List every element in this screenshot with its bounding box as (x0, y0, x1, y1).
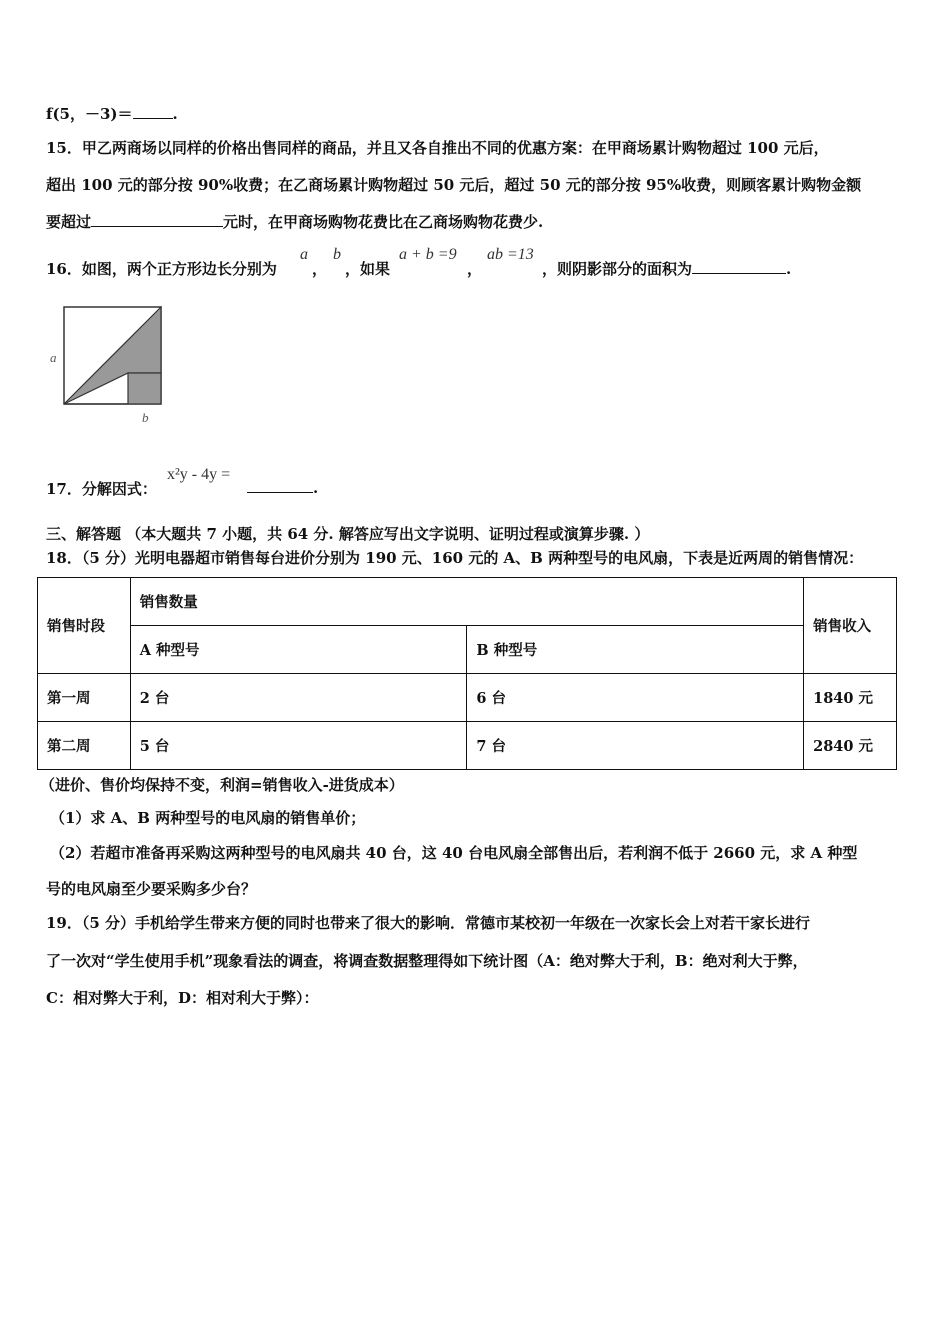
section-3-header: 三、解答题 （本大题共 7 小题，共 64 分. 解答应写出文字说明、证明过程或演算步骤. ） (46, 525, 650, 543)
row2-a: 5 台 (130, 722, 467, 770)
sales-table (37, 577, 897, 770)
q15-line1: 15．甲乙两商场以同样的价格出售同样的商品，并且又各自推出不同的优惠方案：在甲商场累计购物超过 100 元后， (46, 139, 829, 157)
q17-period: . (313, 479, 319, 497)
q15-line2: 超出 100 元的部分按 90%收费；在乙商场累计购物超过 50 元后，超过 50 元的部分按 95%收费，则顾客累计购物金额 (46, 176, 862, 194)
q17-expression: x²y - 4y = (167, 466, 231, 483)
q19-line1: 19．（5 分）手机给学生带来方便的同时也带来了很大的影响．常德市某校初一年级在一次家长会上对若干家长进行 (46, 914, 811, 932)
row2-period: 第二周 (38, 722, 131, 770)
q16-var-a: a (300, 246, 308, 263)
q18-note: （进价、售价均保持不变，利润=销售收入-进货成本） (40, 776, 404, 794)
q16-cond1: a + b =9 (399, 246, 457, 263)
q15-answer-blank (91, 212, 223, 227)
q16-prefix: 16．如图，两个正方形边长分别为 (46, 260, 277, 278)
q16-squares-figure (48, 300, 178, 430)
row2-income: 2840 元 (804, 722, 897, 770)
fig-label-b: b (142, 410, 149, 425)
q15-line3 (46, 211, 543, 232)
table-row (38, 722, 897, 770)
q17-answer-blank (247, 478, 313, 493)
q16-period: . (786, 260, 792, 278)
q19-line3: C：相对弊大于利，D：相对利大于弊）： (46, 989, 319, 1007)
q14-expr: f(5，－3)＝ (46, 105, 133, 123)
fig-label-a: a (50, 350, 57, 365)
row1-a: 2 台 (130, 674, 467, 722)
q18-intro: 18．（5 分）光明电器超市销售每台进价分别为 190 元、160 元的 A、B 两种型号的电风扇，下表是近两周的销售情况： (46, 549, 864, 567)
header-income: 销售收入 (804, 578, 897, 674)
header-type-a: A 种型号 (130, 626, 467, 674)
q16-suffix (542, 258, 791, 279)
q16-sep2: ， (467, 260, 483, 278)
q16-cond2: ab =13 (487, 246, 534, 263)
q15-line3-prefix: 要超过 (46, 213, 92, 231)
q16-sep1: ， (312, 260, 328, 278)
table-row (38, 674, 897, 722)
small-square (128, 373, 161, 404)
row2-b: 7 台 (467, 722, 804, 770)
q14-answer-blank (133, 104, 173, 119)
q16-answer-blank (692, 259, 786, 274)
q14-period: . (172, 105, 178, 123)
q18-part1: （1）求 A、B 两种型号的电风扇的销售单价； (50, 809, 366, 827)
q16-mid: ，如果 (345, 260, 391, 278)
q18-part2-line1: （2）若超市准备再采购这两种型号的电风扇共 40 台，这 40 台电风扇全部售出后，若利润不低于 2660 元，求 A 种型 (50, 844, 858, 862)
header-type-b: B 种型号 (467, 626, 804, 674)
q16-var-b: b (333, 246, 341, 263)
header-quantity: 销售数量 (130, 578, 803, 626)
header-period: 销售时段 (38, 578, 131, 674)
q19-line2: 了一次对“学生使用手机”现象看法的调查，将调查数据整理得如下统计图（A：绝对弊大于利，B：绝对利大于弊， (46, 952, 808, 970)
row1-period: 第一周 (38, 674, 131, 722)
q18-part2-line2: 号的电风扇至少要采购多少台？ (46, 880, 257, 898)
row1-b: 6 台 (467, 674, 804, 722)
q16-suffix-text: ，则阴影部分的面积为 (542, 260, 693, 278)
q17-prefix: 17．分解因式： (46, 480, 157, 498)
row1-income: 1840 元 (804, 674, 897, 722)
q15-line3-suffix: 元时，在甲商场购物花费比在乙商场购物花费少. (223, 213, 544, 231)
q14-tail (46, 103, 178, 124)
q17-answer (247, 478, 318, 497)
